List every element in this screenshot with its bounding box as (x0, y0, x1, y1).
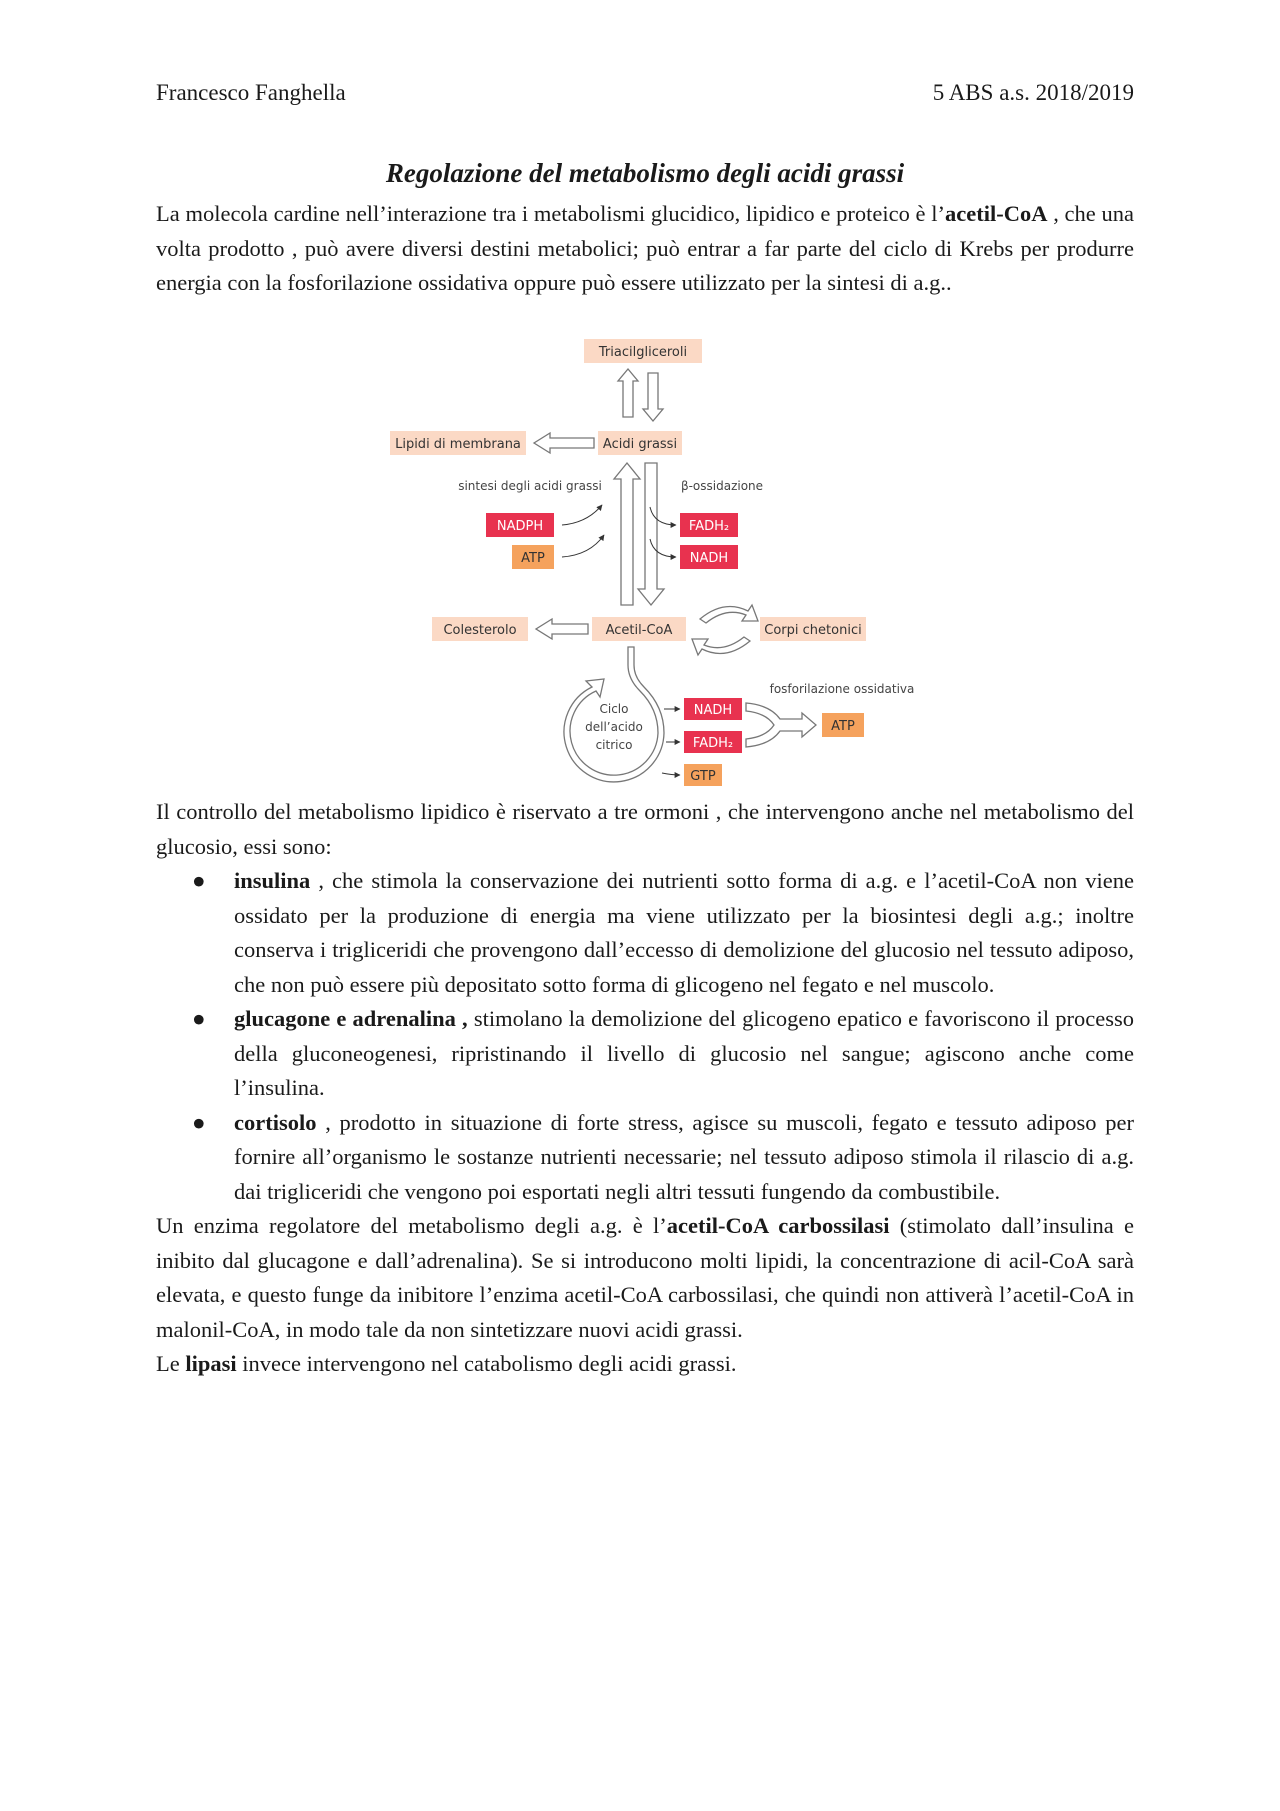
intro-text-1: La molecola cardine nell’interazione tra i metabolismi glucidico, lipidico e proteico è l’ (156, 201, 946, 226)
ciclo-label-3: citrico (595, 738, 633, 752)
lipasi-text-1: Le (156, 1351, 186, 1376)
nadh-top-label: NADH (689, 551, 729, 566)
hormone-text: , che stimola la conservazione dei nutrienti sotto forma di a.g. e l’acetil-CoA non viene ossidato per la produzione di energia ma viene utilizzato per la biosintesi degli a.g.; inoltre conserva i trigliceridi che provengono dall’eccesso di demolizione del glucosio nel tessuto adiposo, che non può essere più depositato sotto forma di glicogeno nel fegato e nel muscolo. (234, 868, 1134, 997)
fadh2-top-arrow (650, 507, 676, 525)
nadh-top-arrow (650, 539, 676, 557)
to-atp-arrow (746, 703, 816, 747)
hormone-text: stimolano la demolizione del glicogeno epatico e favoriscono il processo della gluconeogenesi, ripristinando il livello di glucosio nel sangue; agiscono anche come l’insulina. (234, 1006, 1134, 1100)
hormone-term: glucagone e adrenalina , (234, 1006, 468, 1031)
intro-text-2: , che una volta prodotto , può avere diversi destini metabolici; può entrar a far parte del ciclo di Krebs per produrre energia con la fosforilazione ossidativa oppure può essere utilizzato per la sintesi di a.g.. (156, 201, 1134, 295)
hormone-term: cortisolo (234, 1109, 317, 1135)
atp-left-arrow (562, 535, 604, 557)
nadph-arrow (562, 505, 602, 525)
atp-right-label: ATP (831, 719, 855, 734)
lipasi-text-2: invece intervengono nel catabolismo degli acidi grassi. (236, 1351, 737, 1376)
ciclo-label-1: Ciclo (599, 702, 629, 716)
long-vertical-arrows (614, 463, 664, 605)
bullet: ● (192, 1006, 206, 1031)
acidi-grassi-label: Acidi grassi (602, 437, 678, 452)
enzyme-bold-term: acetil-CoA carbossilasi (666, 1213, 890, 1238)
hormone-text: , prodotto in situazione di forte stress, agisce su muscoli, fegato e tessuto adiposo per fornire all’organismo le sostanze nutrienti necessarie; nel tessuto adiposo stimola il rilascio di a.g. dai trigliceridi che vengono poi esportati negli altri tessuti fungendo da combustibile. (234, 1109, 1134, 1204)
fadh2-bottom-label: FADH₂ (692, 736, 734, 751)
gtp-label: GTP (690, 769, 716, 784)
control-paragraph: Il controllo del metabolismo lipidico è riservato a tre ormoni , che intervengono anche nel metabolismo del glucosio, essi sono: (156, 799, 1134, 859)
class-year: 5 ABS a.s. 2018/2019 (932, 80, 1134, 105)
to-colesterolo-arrow (536, 619, 588, 639)
lipasi-paragraph (156, 1347, 1134, 1382)
acetil-coa-label: Acetil-CoA (605, 623, 673, 638)
ketone-exchange-arrows (692, 605, 758, 655)
nadh-bottom-label: NADH (693, 703, 733, 718)
lipidi-membrana-label: Lipidi di membrana (395, 437, 521, 452)
corpi-chetonici-label: Corpi chetonici (764, 623, 862, 638)
page-header (156, 80, 1134, 106)
metabolism-diagram (382, 335, 922, 795)
gtp-arrow (662, 773, 680, 775)
triacilgliceroli-label: Triacilgliceroli (598, 345, 688, 360)
list-item (156, 864, 1134, 1002)
triacil-fatty-acid-arrows (618, 369, 663, 421)
atp-left-label: ATP (521, 551, 545, 566)
intro-paragraph (156, 197, 1134, 301)
enzyme-text-1: Un enzima regolatore del metabolismo degli a.g. è l’ (156, 1213, 667, 1238)
ciclo-label-2: dell’acido (585, 720, 643, 734)
bullet: ● (192, 868, 206, 893)
page-title: Regolazione del metabolismo degli acidi grassi (385, 158, 905, 188)
bullet: ● (192, 1109, 206, 1135)
sintesi-label: sintesi degli acidi grassi (458, 479, 602, 493)
nadph-label: NADPH (496, 519, 544, 534)
colesterolo-label: Colesterolo (443, 623, 517, 638)
body-section (156, 795, 1134, 1382)
enzyme-paragraph (156, 1209, 1134, 1347)
beta-ossidazione-label: β-ossidazione (680, 479, 764, 493)
fosforilazione-label: fosforilazione ossidativa (769, 682, 915, 696)
list-item (156, 1106, 1134, 1210)
intro-bold-term: acetil-CoA (945, 201, 1048, 226)
author-name: Francesco Fanghella (156, 80, 346, 105)
fadh2-top-label: FADH₂ (688, 519, 730, 534)
enzyme-text-2: (stimolato dall’insulina e inibito dal glucagone e dall’adrenalina). Se si introducono molti lipidi, la concentrazione di acil-CoA sarà elevata, e questo funge da inibitore l’enzima acetil-CoA carbossilasi, che quindi non attiverà l’acetil-CoA in malonil-CoA, in modo tale da non sintetizzare nuovi acidi grassi. (156, 1213, 1134, 1342)
list-item (156, 1002, 1134, 1106)
hormone-list (156, 864, 1134, 1209)
hormone-term: insulina (234, 868, 311, 893)
lipasi-bold-term: lipasi (185, 1351, 237, 1376)
to-lipidi-arrow (534, 433, 594, 453)
